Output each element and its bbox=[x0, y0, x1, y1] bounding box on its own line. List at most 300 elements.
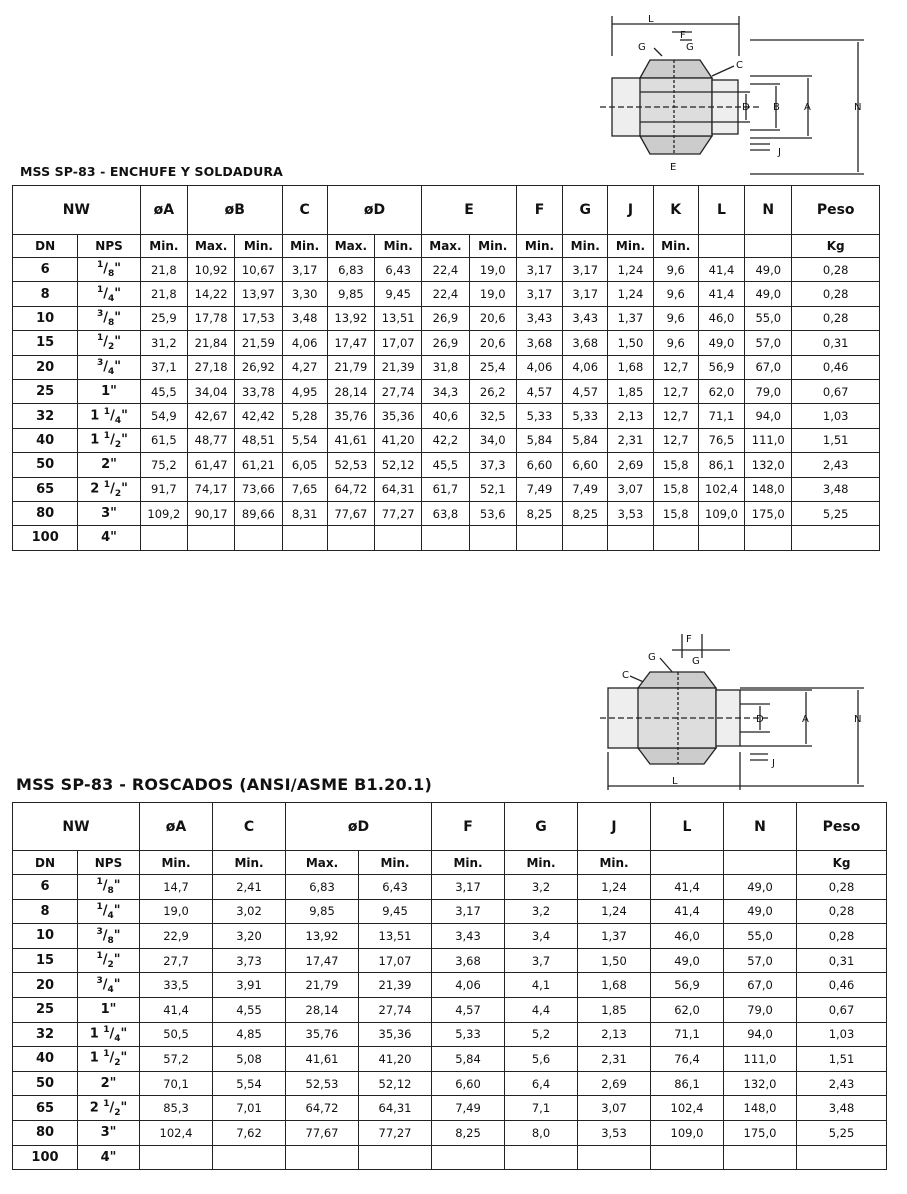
value-cell: 20,6 bbox=[469, 331, 516, 355]
table-row bbox=[13, 477, 880, 501]
value-cell: 89,66 bbox=[235, 501, 282, 525]
value-cell: 25,4 bbox=[469, 355, 516, 379]
value-cell: 8,25 bbox=[516, 501, 562, 525]
table-row bbox=[13, 453, 880, 477]
value-cell: 17,78 bbox=[187, 306, 234, 330]
value-cell: 4,57 bbox=[563, 379, 608, 403]
value-cell: 7,49 bbox=[432, 1096, 505, 1121]
value-cell: 0,46 bbox=[797, 973, 887, 998]
value-cell: 15,8 bbox=[653, 501, 698, 525]
column-header: C bbox=[282, 186, 327, 235]
column-header: K bbox=[653, 186, 698, 235]
value-cell: 4,06 bbox=[282, 331, 327, 355]
value-cell: 17,53 bbox=[235, 306, 282, 330]
column-subheader: NPS bbox=[78, 235, 140, 258]
value-cell: 32,5 bbox=[469, 404, 516, 428]
table-row bbox=[13, 1120, 887, 1145]
value-cell: 12,7 bbox=[653, 355, 698, 379]
value-cell: 12,7 bbox=[653, 379, 698, 403]
nps-cell: 1 $^1/_4$" bbox=[78, 1022, 140, 1047]
column-header: G bbox=[563, 186, 608, 235]
value-cell: 4,57 bbox=[516, 379, 562, 403]
column-header: NW bbox=[13, 803, 140, 851]
value-cell: 49,0 bbox=[724, 875, 797, 900]
nps-cell: $^3/_8$" bbox=[78, 924, 140, 949]
column-header: øD bbox=[286, 803, 432, 851]
value-cell: 13,51 bbox=[375, 306, 422, 330]
value-cell: 76,4 bbox=[651, 1047, 724, 1072]
value-cell: 109,0 bbox=[651, 1120, 724, 1145]
socket-weld-table bbox=[12, 185, 880, 551]
table2-title: MSS SP-83 - ROSCADOS (ANSI/ASME B1.20.1) bbox=[16, 775, 432, 794]
value-cell bbox=[608, 526, 653, 550]
column-subheader: Max. bbox=[187, 235, 234, 258]
dn-cell: 65 bbox=[13, 1096, 78, 1121]
value-cell: 34,0 bbox=[469, 428, 516, 452]
table-row bbox=[13, 428, 880, 452]
table-row bbox=[13, 258, 880, 282]
value-cell: 61,5 bbox=[140, 428, 187, 452]
value-cell: 55,0 bbox=[724, 924, 797, 949]
value-cell: 41,4 bbox=[651, 899, 724, 924]
header-row bbox=[13, 186, 880, 235]
value-cell: 86,1 bbox=[698, 453, 744, 477]
value-cell: 5,33 bbox=[432, 1022, 505, 1047]
value-cell: 1,68 bbox=[608, 355, 653, 379]
subheader-row bbox=[13, 851, 887, 875]
value-cell: 0,28 bbox=[792, 258, 880, 282]
value-cell: 21,8 bbox=[140, 282, 187, 306]
value-cell bbox=[724, 1145, 797, 1170]
column-subheader: Kg bbox=[792, 235, 880, 258]
value-cell: 77,67 bbox=[286, 1120, 359, 1145]
value-cell: 3,43 bbox=[563, 306, 608, 330]
dim-label-J: J bbox=[778, 147, 781, 158]
nps-cell: $^1/_2$" bbox=[78, 948, 140, 973]
value-cell: 35,36 bbox=[359, 1022, 432, 1047]
value-cell: 1,24 bbox=[608, 282, 653, 306]
dn-cell: 100 bbox=[13, 1145, 78, 1170]
value-cell: 3,20 bbox=[213, 924, 286, 949]
value-cell bbox=[422, 526, 469, 550]
value-cell: 3,17 bbox=[563, 258, 608, 282]
value-cell: 79,0 bbox=[745, 379, 792, 403]
table-row bbox=[13, 501, 880, 525]
table-row bbox=[13, 1096, 887, 1121]
value-cell: 10,92 bbox=[187, 258, 234, 282]
value-cell: 5,28 bbox=[282, 404, 327, 428]
column-subheader: Min. bbox=[282, 235, 327, 258]
dim-label-L: L bbox=[672, 776, 678, 787]
value-cell: 57,0 bbox=[745, 331, 792, 355]
value-cell: 67,0 bbox=[745, 355, 792, 379]
column-header: F bbox=[516, 186, 562, 235]
nps-cell: 2 $^1/_2$" bbox=[78, 1096, 140, 1121]
value-cell: 34,04 bbox=[187, 379, 234, 403]
value-cell bbox=[359, 1145, 432, 1170]
value-cell: 52,12 bbox=[359, 1071, 432, 1096]
value-cell: 4,27 bbox=[282, 355, 327, 379]
value-cell: 90,17 bbox=[187, 501, 234, 525]
value-cell: 6,4 bbox=[505, 1071, 578, 1096]
value-cell: 64,31 bbox=[359, 1096, 432, 1121]
dn-cell: 100 bbox=[13, 526, 78, 550]
value-cell: 1,37 bbox=[608, 306, 653, 330]
value-cell: 22,4 bbox=[422, 258, 469, 282]
column-subheader: NPS bbox=[78, 851, 140, 875]
column-subheader: Min. bbox=[469, 235, 516, 258]
value-cell: 1,24 bbox=[608, 258, 653, 282]
value-cell: 7,1 bbox=[505, 1096, 578, 1121]
value-cell: 41,4 bbox=[651, 875, 724, 900]
value-cell: 2,31 bbox=[608, 428, 653, 452]
dn-cell: 32 bbox=[13, 1022, 78, 1047]
column-header: L bbox=[651, 803, 724, 851]
nps-cell: $^3/_4$" bbox=[78, 355, 140, 379]
value-cell: 73,66 bbox=[235, 477, 282, 501]
value-cell: 5,33 bbox=[516, 404, 562, 428]
value-cell: 4,06 bbox=[432, 973, 505, 998]
value-cell bbox=[235, 526, 282, 550]
value-cell: 3,43 bbox=[432, 924, 505, 949]
value-cell: 5,33 bbox=[563, 404, 608, 428]
value-cell: 175,0 bbox=[724, 1120, 797, 1145]
value-cell: 0,46 bbox=[792, 355, 880, 379]
nps-cell: 1" bbox=[78, 997, 140, 1022]
value-cell: 41,20 bbox=[359, 1047, 432, 1072]
value-cell: 3,17 bbox=[432, 899, 505, 924]
table-row bbox=[13, 1022, 887, 1047]
dn-cell: 15 bbox=[13, 948, 78, 973]
value-cell: 48,51 bbox=[235, 428, 282, 452]
value-cell: 0,28 bbox=[792, 306, 880, 330]
value-cell: 7,49 bbox=[563, 477, 608, 501]
value-cell: 77,27 bbox=[375, 501, 422, 525]
value-cell: 17,47 bbox=[286, 948, 359, 973]
value-cell: 42,67 bbox=[187, 404, 234, 428]
value-cell: 41,4 bbox=[698, 258, 744, 282]
value-cell: 3,02 bbox=[213, 899, 286, 924]
value-cell bbox=[140, 1145, 213, 1170]
dim-label-C: C bbox=[736, 60, 743, 71]
value-cell: 19,0 bbox=[469, 258, 516, 282]
value-cell: 5,2 bbox=[505, 1022, 578, 1047]
value-cell: 2,43 bbox=[797, 1071, 887, 1096]
dn-cell: 50 bbox=[13, 453, 78, 477]
value-cell: 31,8 bbox=[422, 355, 469, 379]
value-cell: 1,50 bbox=[608, 331, 653, 355]
value-cell bbox=[516, 526, 562, 550]
dim-label-F: F bbox=[680, 30, 686, 41]
nps-cell: $^3/_4$" bbox=[78, 973, 140, 998]
column-header: J bbox=[578, 803, 651, 851]
nps-cell: 4" bbox=[78, 1145, 140, 1170]
dim-label-N: N bbox=[854, 714, 862, 725]
value-cell: 13,97 bbox=[235, 282, 282, 306]
column-subheader bbox=[724, 851, 797, 875]
value-cell: 9,45 bbox=[359, 899, 432, 924]
value-cell: 0,31 bbox=[792, 331, 880, 355]
dim-label-B: B bbox=[773, 102, 780, 113]
value-cell: 49,0 bbox=[745, 282, 792, 306]
value-cell: 3,17 bbox=[282, 258, 327, 282]
value-cell: 0,31 bbox=[797, 948, 887, 973]
nps-cell: 3" bbox=[78, 1120, 140, 1145]
value-cell: 64,72 bbox=[286, 1096, 359, 1121]
value-cell: 132,0 bbox=[745, 453, 792, 477]
column-header: Peso bbox=[797, 803, 887, 851]
value-cell: 17,07 bbox=[375, 331, 422, 355]
value-cell: 7,65 bbox=[282, 477, 327, 501]
value-cell: 19,0 bbox=[140, 899, 213, 924]
column-header: N bbox=[745, 186, 792, 235]
value-cell: 27,74 bbox=[375, 379, 422, 403]
column-subheader bbox=[698, 235, 744, 258]
nps-cell: 1" bbox=[78, 379, 140, 403]
table-row bbox=[13, 379, 880, 403]
value-cell: 2,13 bbox=[578, 1022, 651, 1047]
value-cell: 77,67 bbox=[327, 501, 374, 525]
value-cell: 26,9 bbox=[422, 306, 469, 330]
value-cell: 61,7 bbox=[422, 477, 469, 501]
value-cell: 6,60 bbox=[516, 453, 562, 477]
dim-label-G: G bbox=[648, 652, 656, 663]
value-cell: 54,9 bbox=[140, 404, 187, 428]
table-row bbox=[13, 306, 880, 330]
value-cell: 148,0 bbox=[724, 1096, 797, 1121]
table-row bbox=[13, 331, 880, 355]
column-subheader: Min. bbox=[653, 235, 698, 258]
value-cell: 175,0 bbox=[745, 501, 792, 525]
nps-cell: 1 $^1/_2$" bbox=[78, 1047, 140, 1072]
value-cell bbox=[213, 1145, 286, 1170]
column-header: NW bbox=[13, 186, 141, 235]
value-cell: 7,01 bbox=[213, 1096, 286, 1121]
column-subheader bbox=[651, 851, 724, 875]
value-cell: 26,92 bbox=[235, 355, 282, 379]
column-subheader: Kg bbox=[797, 851, 887, 875]
table-row bbox=[13, 924, 887, 949]
value-cell: 148,0 bbox=[745, 477, 792, 501]
table-row bbox=[13, 282, 880, 306]
column-header: G bbox=[505, 803, 578, 851]
dim-label-C: C bbox=[622, 670, 629, 681]
value-cell: 0,67 bbox=[797, 997, 887, 1022]
value-cell: 94,0 bbox=[745, 404, 792, 428]
value-cell: 21,39 bbox=[375, 355, 422, 379]
dn-cell: 8 bbox=[13, 282, 78, 306]
dn-cell: 10 bbox=[13, 924, 78, 949]
value-cell: 3,68 bbox=[516, 331, 562, 355]
value-cell: 4,85 bbox=[213, 1022, 286, 1047]
nps-cell: $^1/_4$" bbox=[78, 282, 140, 306]
value-cell: 8,25 bbox=[432, 1120, 505, 1145]
value-cell: 0,28 bbox=[797, 875, 887, 900]
table1-title: MSS SP-83 - ENCHUFE Y SOLDADURA bbox=[20, 164, 283, 179]
value-cell: 28,14 bbox=[327, 379, 374, 403]
value-cell: 9,85 bbox=[327, 282, 374, 306]
value-cell: 3,91 bbox=[213, 973, 286, 998]
nps-cell: $^1/_2$" bbox=[78, 331, 140, 355]
value-cell: 1,37 bbox=[578, 924, 651, 949]
column-subheader: Min. bbox=[213, 851, 286, 875]
value-cell: 2,69 bbox=[578, 1071, 651, 1096]
value-cell: 27,18 bbox=[187, 355, 234, 379]
value-cell: 6,05 bbox=[282, 453, 327, 477]
value-cell: 9,6 bbox=[653, 258, 698, 282]
value-cell: 21,79 bbox=[327, 355, 374, 379]
nps-cell: 2" bbox=[78, 453, 140, 477]
value-cell: 21,84 bbox=[187, 331, 234, 355]
table-row bbox=[13, 355, 880, 379]
socket-weld-union-diagram bbox=[600, 10, 870, 180]
value-cell: 57,2 bbox=[140, 1047, 213, 1072]
value-cell: 19,0 bbox=[469, 282, 516, 306]
value-cell bbox=[797, 1145, 887, 1170]
column-header: Peso bbox=[792, 186, 880, 235]
value-cell: 63,8 bbox=[422, 501, 469, 525]
dim-label-G2: G bbox=[692, 656, 700, 667]
value-cell: 5,25 bbox=[797, 1120, 887, 1145]
column-subheader: Min. bbox=[516, 235, 562, 258]
value-cell: 41,4 bbox=[698, 282, 744, 306]
value-cell: 3,48 bbox=[282, 306, 327, 330]
nps-cell: $^3/_8$" bbox=[78, 306, 140, 330]
value-cell: 41,20 bbox=[375, 428, 422, 452]
dn-cell: 20 bbox=[13, 355, 78, 379]
value-cell: 13,92 bbox=[327, 306, 374, 330]
nps-cell: $^1/_8$" bbox=[78, 875, 140, 900]
value-cell: 12,7 bbox=[653, 404, 698, 428]
value-cell: 76,5 bbox=[698, 428, 744, 452]
value-cell: 31,2 bbox=[140, 331, 187, 355]
table-row bbox=[13, 1047, 887, 1072]
dn-cell: 40 bbox=[13, 428, 78, 452]
dn-cell: 8 bbox=[13, 899, 78, 924]
value-cell: 94,0 bbox=[724, 1022, 797, 1047]
value-cell: 4,55 bbox=[213, 997, 286, 1022]
value-cell: 5,08 bbox=[213, 1047, 286, 1072]
value-cell bbox=[432, 1145, 505, 1170]
value-cell: 55,0 bbox=[745, 306, 792, 330]
column-subheader bbox=[745, 235, 792, 258]
value-cell: 111,0 bbox=[724, 1047, 797, 1072]
value-cell: 4,1 bbox=[505, 973, 578, 998]
column-header: C bbox=[213, 803, 286, 851]
value-cell bbox=[792, 526, 880, 550]
dn-cell: 6 bbox=[13, 258, 78, 282]
value-cell: 37,1 bbox=[140, 355, 187, 379]
value-cell: 0,28 bbox=[797, 899, 887, 924]
nps-cell: 3" bbox=[78, 501, 140, 525]
value-cell: 6,60 bbox=[563, 453, 608, 477]
column-subheader: DN bbox=[13, 235, 78, 258]
value-cell bbox=[505, 1145, 578, 1170]
value-cell: 3,53 bbox=[608, 501, 653, 525]
nps-cell: 2" bbox=[78, 1071, 140, 1096]
value-cell: 2,43 bbox=[792, 453, 880, 477]
column-header: L bbox=[698, 186, 744, 235]
value-cell: 5,25 bbox=[792, 501, 880, 525]
subheader-row bbox=[13, 235, 880, 258]
value-cell bbox=[375, 526, 422, 550]
value-cell: 7,49 bbox=[516, 477, 562, 501]
nps-cell: $^1/_4$" bbox=[78, 899, 140, 924]
value-cell: 62,0 bbox=[698, 379, 744, 403]
value-cell: 12,7 bbox=[653, 428, 698, 452]
value-cell: 27,74 bbox=[359, 997, 432, 1022]
value-cell: 3,2 bbox=[505, 899, 578, 924]
value-cell: 3,17 bbox=[563, 282, 608, 306]
value-cell bbox=[563, 526, 608, 550]
dim-label-D: D bbox=[756, 714, 764, 725]
value-cell: 2,69 bbox=[608, 453, 653, 477]
dn-cell: 50 bbox=[13, 1071, 78, 1096]
value-cell: 0,67 bbox=[792, 379, 880, 403]
value-cell: 46,0 bbox=[651, 924, 724, 949]
value-cell: 8,31 bbox=[282, 501, 327, 525]
value-cell: 20,6 bbox=[469, 306, 516, 330]
column-subheader: Min. bbox=[432, 851, 505, 875]
threaded-union-diagram bbox=[600, 628, 870, 798]
value-cell: 0,28 bbox=[797, 924, 887, 949]
dn-cell: 25 bbox=[13, 997, 78, 1022]
dim-label-A: A bbox=[802, 714, 809, 725]
dn-cell: 20 bbox=[13, 973, 78, 998]
value-cell: 27,7 bbox=[140, 948, 213, 973]
column-subheader: Max. bbox=[286, 851, 359, 875]
value-cell: 3,30 bbox=[282, 282, 327, 306]
table-row bbox=[13, 997, 887, 1022]
dim-label-D: D bbox=[742, 102, 750, 113]
value-cell: 74,17 bbox=[187, 477, 234, 501]
column-subheader: Max. bbox=[327, 235, 374, 258]
nps-cell: 1 $^1/_4$" bbox=[78, 404, 140, 428]
value-cell: 10,67 bbox=[235, 258, 282, 282]
value-cell: 45,5 bbox=[140, 379, 187, 403]
value-cell: 17,47 bbox=[327, 331, 374, 355]
value-cell: 61,21 bbox=[235, 453, 282, 477]
value-cell: 77,27 bbox=[359, 1120, 432, 1145]
value-cell: 3,07 bbox=[578, 1096, 651, 1121]
value-cell: 102,4 bbox=[651, 1096, 724, 1121]
column-header: øA bbox=[140, 803, 213, 851]
value-cell: 41,61 bbox=[327, 428, 374, 452]
value-cell: 33,78 bbox=[235, 379, 282, 403]
column-header: øB bbox=[187, 186, 282, 235]
value-cell bbox=[578, 1145, 651, 1170]
value-cell: 109,0 bbox=[698, 501, 744, 525]
dim-label-J: J bbox=[772, 758, 775, 769]
value-cell: 86,1 bbox=[651, 1071, 724, 1096]
value-cell bbox=[140, 526, 187, 550]
value-cell: 56,9 bbox=[698, 355, 744, 379]
value-cell: 5,6 bbox=[505, 1047, 578, 1072]
value-cell: 111,0 bbox=[745, 428, 792, 452]
table-row bbox=[13, 526, 880, 550]
value-cell: 21,59 bbox=[235, 331, 282, 355]
value-cell: 22,9 bbox=[140, 924, 213, 949]
dn-cell: 32 bbox=[13, 404, 78, 428]
value-cell: 1,03 bbox=[797, 1022, 887, 1047]
value-cell: 21,39 bbox=[359, 973, 432, 998]
value-cell: 3,17 bbox=[432, 875, 505, 900]
value-cell: 2,13 bbox=[608, 404, 653, 428]
column-subheader: Min. bbox=[235, 235, 282, 258]
dn-cell: 10 bbox=[13, 306, 78, 330]
value-cell: 52,53 bbox=[286, 1071, 359, 1096]
value-cell: 109,2 bbox=[140, 501, 187, 525]
